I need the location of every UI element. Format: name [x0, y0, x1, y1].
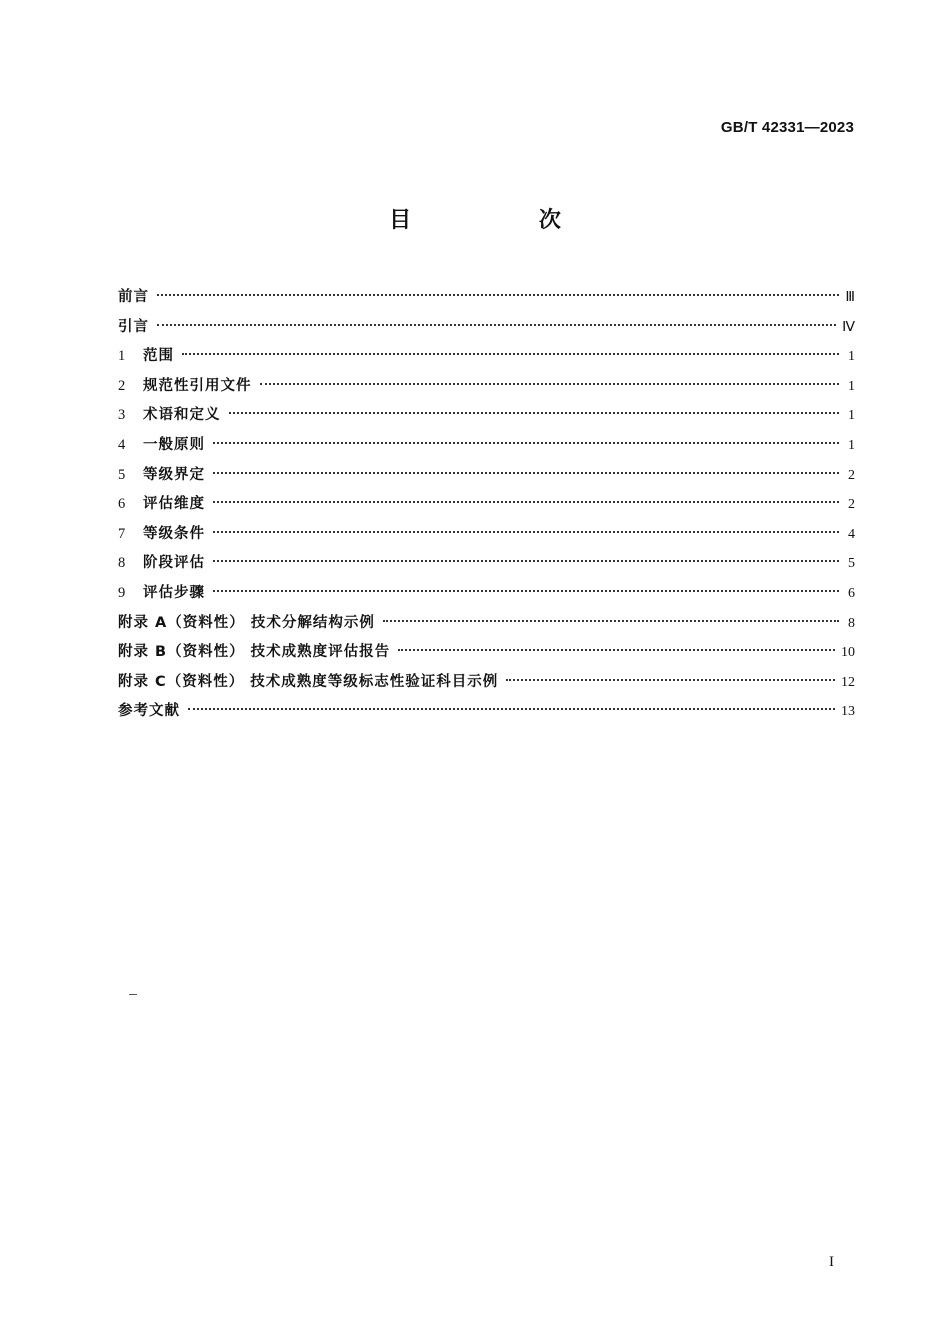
- toc-entry-general-principles[interactable]: [118, 431, 855, 461]
- toc-entry-bibliography[interactable]: [118, 697, 855, 727]
- toc-entry-page: 4: [848, 526, 855, 542]
- toc-entry-stage-assessment[interactable]: [118, 549, 855, 579]
- toc-entry-page: 13: [841, 704, 855, 720]
- toc-title: 目 次: [389, 208, 621, 233]
- dot-leader: [383, 620, 839, 622]
- dot-leader: [398, 649, 835, 651]
- toc-entry-scope[interactable]: [118, 342, 855, 372]
- toc-entry-page: 12: [841, 674, 855, 690]
- toc-entry-label: 参考文献: [118, 703, 180, 720]
- toc-entry-number: 9: [118, 584, 126, 601]
- toc-entry-page: 5: [848, 556, 855, 572]
- toc-entry-introduction[interactable]: [118, 313, 855, 343]
- toc-entry-label: 评估维度: [143, 496, 205, 513]
- toc-entry-label: 规范性引用文件: [143, 377, 252, 394]
- toc-entry-normative-references[interactable]: [118, 372, 855, 402]
- toc-entry-page: 2: [848, 467, 855, 483]
- toc-entry-assessment-dimensions[interactable]: [118, 490, 855, 520]
- toc-entry-page: 1: [848, 408, 855, 424]
- dot-leader: [213, 531, 839, 533]
- toc-entry-page: 1: [848, 378, 855, 394]
- toc-entry-page: 8: [848, 615, 855, 631]
- toc-entry-label: 范围: [143, 348, 174, 365]
- dot-leader: [188, 708, 835, 710]
- dot-leader: [213, 442, 839, 444]
- toc-entry-number: 3: [118, 407, 126, 424]
- toc-entry-number: 2: [118, 377, 126, 394]
- toc-entry-page: 1: [848, 437, 855, 453]
- toc-entry-foreword[interactable]: [118, 283, 855, 313]
- toc-entry-page: 10: [841, 645, 855, 661]
- toc-entry-label: 引言: [118, 318, 149, 335]
- dot-leader: [213, 560, 839, 562]
- scan-mark: [129, 994, 137, 995]
- toc-entry-level-conditions[interactable]: [118, 520, 855, 550]
- table-of-contents: [118, 283, 855, 727]
- toc-entry-label: 等级条件: [143, 525, 205, 542]
- dot-leader: [213, 590, 839, 592]
- toc-entry-label: 一般原则: [143, 436, 205, 453]
- dot-leader: [182, 353, 839, 355]
- toc-entry-label: 附录 C（资料性） 技术成熟度等级标志性验证科目示例: [118, 673, 499, 690]
- toc-entry-terms-definitions[interactable]: [118, 401, 855, 431]
- toc-entry-annex-b[interactable]: [118, 638, 855, 668]
- dot-leader: [157, 324, 836, 326]
- toc-entry-annex-c[interactable]: [118, 668, 855, 698]
- toc-entry-level-definition[interactable]: [118, 461, 855, 491]
- toc-entry-page: 1: [848, 349, 855, 365]
- toc-entry-number: 8: [118, 555, 126, 572]
- dot-leader: [213, 472, 839, 474]
- dot-leader: [213, 501, 839, 503]
- toc-entry-number: 6: [118, 496, 126, 513]
- toc-entry-label: 术语和定义: [143, 407, 221, 424]
- toc-entry-label: 评估步骤: [143, 584, 205, 601]
- toc-entry-number: 1: [118, 348, 126, 365]
- toc-entry-label: 阶段评估: [143, 555, 205, 572]
- toc-entry-page: Ⅳ: [842, 319, 855, 335]
- toc-entry-page: Ⅲ: [845, 290, 855, 305]
- toc-entry-label: 附录 B（资料性） 技术成熟度评估报告: [118, 644, 391, 661]
- toc-entry-label: 等级界定: [143, 466, 205, 483]
- toc-entry-number: 5: [118, 466, 126, 483]
- toc-entry-page: 2: [848, 497, 855, 513]
- toc-entry-number: 7: [118, 525, 126, 542]
- toc-entry-assessment-steps[interactable]: [118, 579, 855, 609]
- dot-leader: [229, 412, 840, 414]
- toc-entry-label: 附录 A（资料性） 技术分解结构示例: [118, 614, 375, 631]
- dot-leader: [260, 383, 840, 385]
- page-number: I: [829, 1254, 834, 1270]
- toc-entry-label: 前言: [118, 289, 149, 305]
- toc-entry-page: 6: [848, 585, 855, 601]
- toc-entry-annex-a[interactable]: [118, 609, 855, 639]
- toc-entry-number: 4: [118, 436, 126, 453]
- dot-leader: [506, 679, 835, 681]
- dot-leader: [157, 294, 839, 296]
- standard-number: GB/T 42331—2023: [720, 119, 854, 136]
